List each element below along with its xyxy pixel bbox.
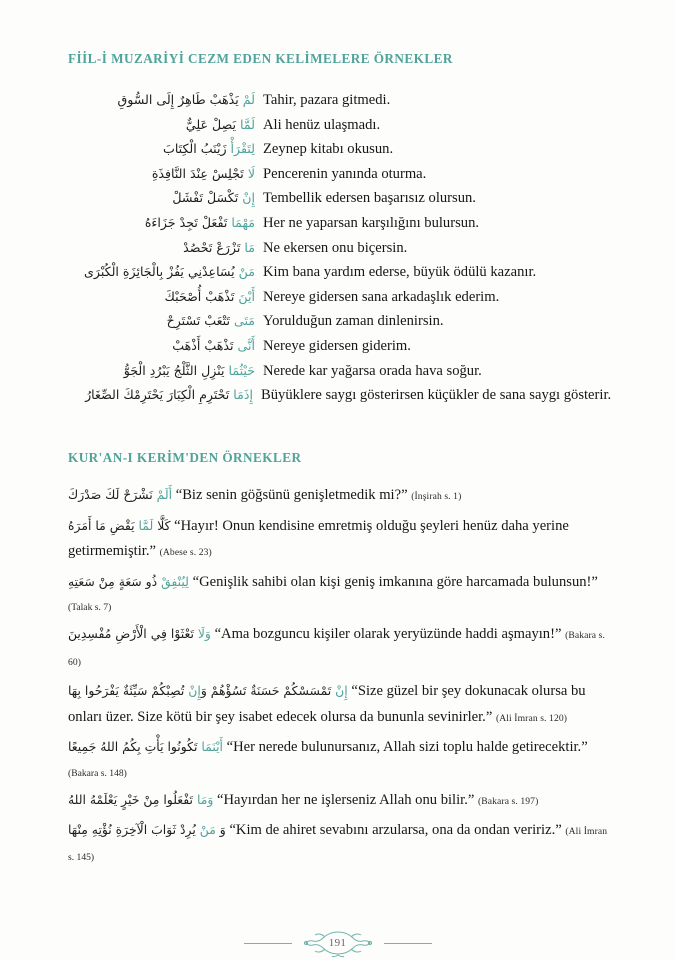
verse-arabic-prefix: وَ — [215, 822, 226, 837]
jussive-particle: لَمَّا — [138, 517, 154, 533]
section-heading-kuran-ornekler: KUR'AN-I KERİM'DEN ÖRNEKLER — [68, 450, 302, 465]
verse-arabic-rest: تَمْسَسْكُمْ حَسَنَةٌ تَسُؤْهُمْ وَ — [200, 683, 336, 698]
example-row — [40, 339, 640, 364]
example-arabic-rest: تَفْعَلْ تَجِدْ جَزَاءَهُ — [144, 214, 232, 230]
footer-rule-left — [244, 943, 292, 944]
verse-translation: “Size güzel bir şey dokunacak olursa bu onları üzer. Size kötü bir şey isabet edecek olursa da bununla sevinirler.” — [68, 683, 586, 725]
jussive-particle: حَيْثُمَا — [228, 362, 255, 378]
example-translation: Ali henüz ulaşmadı. — [263, 116, 381, 133]
example-translation: Pencerenin yanında oturma. — [263, 165, 427, 182]
example-arabic-rest: يَنْزِلِ الثَّلْجُ يَبْرُدِ الْجَوُّ — [123, 362, 229, 378]
example-arabic-rest: تَذْهَبْ أُصْحَبْكَ — [164, 288, 239, 304]
verse-arabic-rest: تَكُونُوا يَأْتِ بِكُمُ اللهُ جَمِيعًا — [68, 739, 202, 754]
example-arabic-rest: يُسَاعِدْنِي يَفُزْ بِالْجَائِزَةِ الْكُبْرَى — [84, 264, 239, 280]
verse-citation: (Bakara s. 60) — [68, 630, 605, 668]
verse-citation: (Ali İmran s. 120) — [495, 712, 568, 724]
jussive-particle: إِنْ — [335, 683, 348, 698]
verse-translation: “Her nerede bulunursanız, Allah sizi toplu halde getirecektir.” — [226, 739, 588, 755]
verse-arabic — [68, 683, 348, 698]
example-translation: Tahir, pazara gitmedi. — [263, 92, 391, 108]
example-row — [40, 191, 640, 216]
jussive-particle: مَنْ — [199, 822, 216, 837]
verse-translation: “Hayırdan her ne işlerseniz Allah onu bilir.” — [217, 791, 475, 808]
jussive-particle-second: إِنْ — [188, 683, 201, 698]
example-arabic-rest: تَتْعَبْ تَسْتَرِحْ — [166, 313, 234, 329]
quran-verse — [68, 482, 613, 510]
verse-citation: (Abese s. 23) — [159, 547, 212, 558]
example-arabic — [40, 143, 255, 156]
example-arabic-rest: تَذْهَبْ أَذْهَبْ — [172, 337, 238, 353]
example-translation: Nereye gidersen sana arkadaşlık ederim. — [263, 288, 500, 305]
example-row — [40, 167, 640, 192]
example-translation: Yorulduğun zaman dinlenirsin. — [263, 313, 444, 330]
example-translation: Zeynep kitabı okusun. — [263, 141, 394, 158]
jussive-particle: لِيُنْفِقْ — [161, 573, 189, 589]
verse-citation: (Ali İmran — [565, 826, 608, 837]
verse-arabic — [68, 739, 223, 754]
example-translation: Her ne yaparsan karşılığını bulursun. — [263, 214, 480, 231]
quran-verse — [68, 569, 613, 596]
verse-arabic-rest: نَشْرَحْ لَكَ صَدْرَكَ — [68, 487, 157, 502]
example-arabic — [40, 337, 255, 353]
page-number: 191 — [328, 937, 347, 949]
quran-examples-list — [68, 482, 613, 871]
examples-table — [40, 93, 640, 413]
example-arabic — [40, 192, 255, 205]
jussive-particle: مَا — [244, 239, 255, 255]
example-arabic — [40, 94, 255, 107]
quran-verse — [68, 513, 613, 566]
verse-translation: “Genişlik sahibi olan kişi geniş imkanına göre harcamada bulunsun!” — [192, 573, 598, 590]
jussive-particle: لَا — [247, 165, 255, 181]
jussive-particle: أَنَّى — [237, 337, 255, 353]
example-translation: Nereye gidersen giderim. — [263, 337, 411, 354]
example-row — [40, 241, 640, 266]
verse-translation: “Hayır! Onun kendisine emretmiş olduğu şeyleri henüz daha yerine getirmemiştir.” — [68, 517, 569, 559]
example-arabic — [40, 165, 255, 181]
example-arabic — [40, 239, 255, 255]
jussive-particle: أَلَمْ — [156, 487, 173, 502]
verse-arabic — [68, 487, 172, 502]
example-arabic — [40, 315, 255, 328]
verse-citation-line: (Talak s. 7) — [68, 602, 112, 613]
example-row — [40, 290, 640, 315]
quran-verse — [68, 817, 613, 845]
example-arabic — [40, 288, 255, 304]
verse-citation-line: (Bakara s. 148) — [68, 767, 127, 779]
jussive-particle: وَمَا — [196, 791, 214, 807]
verse-translation: “Biz senin göğsünü genişletmedik mi?” — [175, 487, 408, 503]
example-row — [40, 142, 640, 167]
verse-arabic-rest: يُرِدْ ثَوَابَ الْآخِرَةِ نُؤْتِهِ مِنْهَا — [68, 822, 200, 837]
jussive-particle: إِذَمَا — [233, 387, 253, 403]
example-row — [40, 118, 640, 143]
example-translation: Büyüklere saygı gösterirsen küçükler de sana saygı gösterir. — [261, 387, 612, 404]
example-arabic — [40, 116, 255, 132]
verse-translation: “Ama bozguncu kişiler olarak yeryüzünde haddi aşmayın!” — [214, 626, 562, 642]
verse-citation: (Bakara s. 197) — [478, 795, 539, 807]
jussive-particle: لِتَقْرَأْ — [230, 141, 255, 157]
example-translation: Tembellik edersen başarısız olursun. — [263, 190, 476, 207]
verse-arabic-rest: يَقْضِ مَا أَمَرَهُ — [68, 517, 139, 533]
verse-arabic-rest: ذُو سَعَةٍ مِنْ سَعَتِهِ — [68, 573, 162, 589]
example-arabic-rest: تَحْتَرِمِ الْكِبَارَ يَحْتَرِمْكَ الصِّغَارُ — [85, 387, 234, 403]
quran-verse — [68, 734, 613, 761]
example-row — [40, 364, 640, 389]
example-translation: Kim bana yardım ederse, büyük ödülü kazanır. — [263, 264, 537, 281]
jussive-particle: أَيْنَمَا — [201, 739, 223, 754]
example-row — [40, 265, 640, 290]
quran-verse — [68, 678, 613, 731]
example-arabic — [40, 362, 255, 378]
example-arabic-rest: تَجْلِسْ عِنْدَ النَّافِذَةِ — [151, 165, 248, 181]
verse-arabic — [68, 792, 213, 807]
verse-arabic-rest: تَعْثَوْا فِي الْأَرْضِ مُفْسِدِينَ — [68, 626, 198, 641]
example-row — [40, 314, 640, 339]
jussive-particle: أَيْنَ — [238, 288, 255, 304]
example-arabic-rest: يَذْهَبْ طَاهِرٌ إِلَى السُّوقِ — [117, 92, 243, 107]
verse-arabic-rest-second: تُصِبْكُمْ سَيِّئَةٌ يَفْرَحُوا بِهَا — [68, 683, 189, 698]
jussive-particle: مَنْ — [238, 264, 255, 280]
jussive-particle: مَتَى — [233, 313, 255, 329]
footer-rule-right — [384, 943, 432, 944]
jussive-particle: لَمَّا — [240, 116, 255, 132]
example-row — [40, 216, 640, 241]
verse-translation: “Kim de ahiret sevabını arzularsa, ona da ondan veririz.” — [229, 822, 562, 838]
example-arabic — [14, 389, 253, 402]
verse-arabic — [68, 574, 189, 589]
jussive-particle: لَمْ — [242, 92, 255, 107]
jussive-particle: مَهْمَا — [231, 214, 255, 230]
jussive-particle: وَلَا — [197, 626, 211, 641]
example-arabic-rest: تَزْرَعْ تَحْصُدْ — [183, 239, 245, 255]
example-translation: Nerede kar yağarsa orada hava soğur. — [263, 362, 482, 379]
verse-citation-line: s. 145) — [68, 851, 95, 863]
example-arabic-rest: تَكْسَلْ تَفْشَلْ — [172, 190, 243, 206]
example-arabic-rest: زَيْنَبُ الْكِتَابَ — [162, 141, 231, 157]
verse-arabic — [68, 822, 226, 837]
verse-citation: (İnşirah s. 1) — [411, 491, 462, 502]
example-arabic — [40, 266, 255, 279]
quran-verse — [68, 621, 613, 675]
example-translation: Ne ekersen onu biçersin. — [263, 239, 408, 256]
example-arabic — [40, 214, 255, 230]
verse-arabic — [68, 626, 211, 641]
page-footer — [0, 926, 675, 960]
verse-arabic-prefix: كَلَّا — [153, 517, 171, 533]
example-row — [40, 93, 640, 118]
example-arabic-rest: يَصِلْ عَلِيٌّ — [185, 116, 241, 132]
jussive-particle: إِنْ — [242, 190, 255, 206]
section-heading-cezm-ornekler: FİİL-İ MUZARİYİ CEZM EDEN KELİMELERE ÖRNEKLER — [68, 51, 453, 66]
verse-arabic-rest: تَفْعَلُوا مِنْ خَيْرٍ يَعْلَمْهُ اللهُ — [68, 791, 197, 807]
quran-verse — [68, 787, 613, 815]
footer-ornament — [295, 928, 381, 958]
example-row — [40, 388, 640, 413]
verse-arabic — [68, 518, 171, 533]
